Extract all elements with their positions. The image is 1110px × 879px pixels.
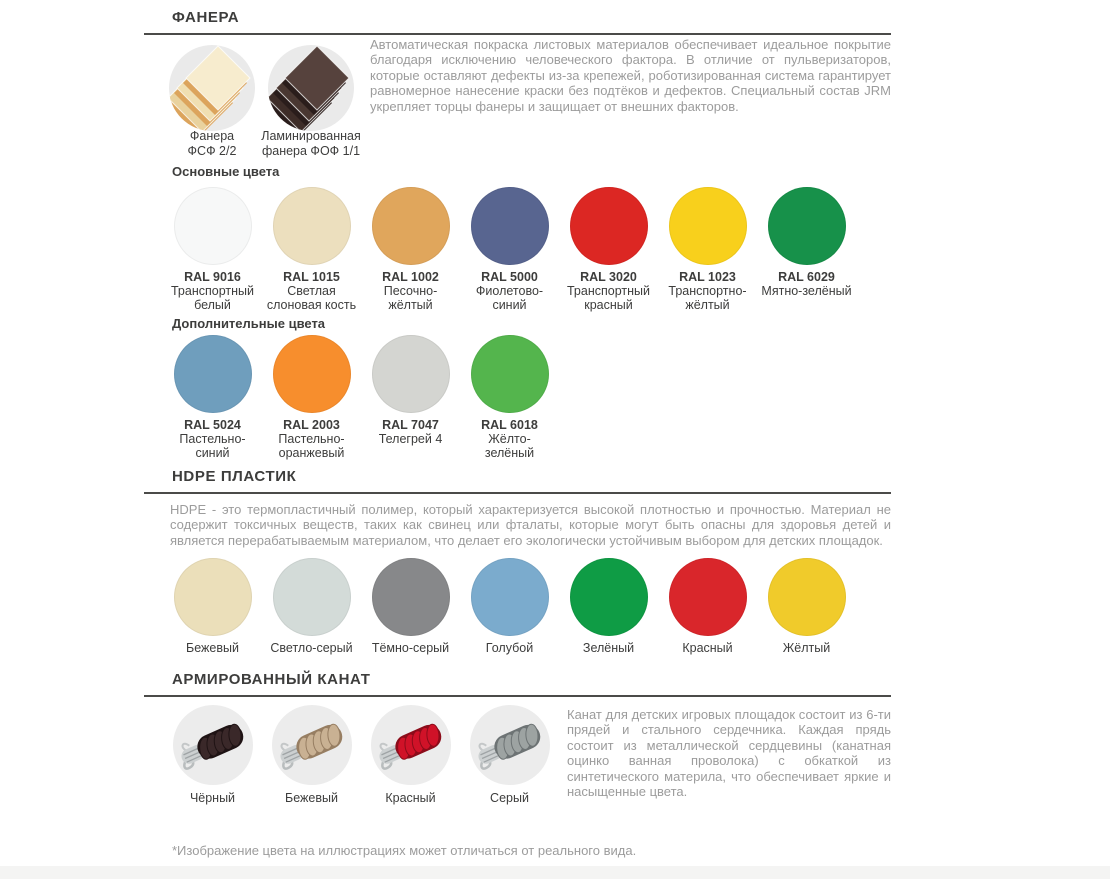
color-name: Фиолетово- синий (475, 284, 544, 312)
color-item (658, 558, 757, 655)
rope-color-name: Бежевый (285, 791, 338, 805)
color-item (361, 558, 460, 655)
main-colors-row (163, 187, 856, 312)
rope-item (163, 705, 262, 805)
plywood-fof-image (268, 45, 354, 131)
color-name: Голубой (485, 641, 534, 655)
color-name: Жёлто- зелёный (484, 432, 535, 460)
ral-code: RAL 3020 (580, 270, 637, 284)
color-item (163, 558, 262, 655)
plywood-fof-label: Ламинированная фанера ФОФ 1/1 (261, 129, 361, 158)
color-item (658, 187, 757, 312)
ral-code: RAL 1002 (382, 270, 439, 284)
rope-image (470, 705, 550, 785)
color-item (559, 187, 658, 312)
rope-item (460, 705, 559, 805)
color-name: Транспортно- жёлтый (668, 284, 747, 312)
plywood-fsf-label: Фанера ФСФ 2/2 (187, 129, 237, 158)
rope-paragraph: Канат для детских игровых площадок состоит из 6-ти прядей и стального сердечника. Каждая прядь состоит из металлической сердцевины (канатная оцинко ванная проволока) с обкаткой из синтетического материла, что обеспечивает яркие и насыщенные цвета. (567, 707, 891, 800)
rope-colors-row (163, 705, 559, 805)
color-swatch (570, 187, 648, 265)
color-name: Светлая слоновая кость (266, 284, 357, 312)
color-swatch (471, 558, 549, 636)
rope-item (262, 705, 361, 805)
color-name: Мятно-зелёный (761, 284, 852, 298)
rope-image (371, 705, 451, 785)
rope-image (272, 705, 352, 785)
ral-code: RAL 2003 (283, 418, 340, 432)
color-name: Светло-серый (270, 641, 353, 655)
color-name: Зелёный (582, 641, 635, 655)
ral-code: RAL 5000 (481, 270, 538, 284)
color-name: Транспортный белый (171, 284, 254, 312)
color-swatch (669, 187, 747, 265)
color-swatch (174, 187, 252, 265)
color-name: Пастельно- синий (179, 432, 246, 460)
color-swatch (471, 335, 549, 413)
color-swatch (471, 187, 549, 265)
color-item (460, 558, 559, 655)
rope-color-name: Красный (385, 791, 436, 805)
hdpe-colors-row (163, 558, 856, 655)
color-swatch (669, 558, 747, 636)
ral-code: RAL 7047 (382, 418, 439, 432)
color-item (262, 335, 361, 460)
color-item (262, 187, 361, 312)
color-swatch (372, 187, 450, 265)
ral-code: RAL 6018 (481, 418, 538, 432)
color-item (163, 187, 262, 312)
rope-item (361, 705, 460, 805)
extra-colors-label: Дополнительные цвета (172, 316, 326, 331)
page-bottom-strip (0, 866, 1110, 879)
rope-image (173, 705, 253, 785)
section-title-hdpe: HDPE ПЛАСТИК (144, 468, 891, 494)
color-item (361, 187, 460, 312)
color-name: Красный (682, 641, 733, 655)
extra-colors-row (163, 335, 559, 460)
color-swatch (570, 558, 648, 636)
color-swatch (273, 187, 351, 265)
color-item (460, 187, 559, 312)
color-name: Пастельно- оранжевый (278, 432, 345, 460)
section-title-plywood: ФАНЕРА (144, 9, 891, 35)
color-swatch (174, 558, 252, 636)
color-item (262, 558, 361, 655)
color-name: Бежевый (186, 641, 239, 655)
color-swatch (768, 558, 846, 636)
color-name: Песочно- жёлтый (383, 284, 438, 312)
color-name: Тёмно-серый (371, 641, 450, 655)
ral-code: RAL 9016 (184, 270, 241, 284)
color-item (757, 558, 856, 655)
color-name: Транспортный красный (567, 284, 650, 312)
color-swatch (768, 187, 846, 265)
color-item (163, 335, 262, 460)
ral-code: RAL 1023 (679, 270, 736, 284)
hdpe-paragraph: HDPE - это термопластичный полимер, который характеризуется высокой плотностью и прочностью. Материал не содержит токсичных веществ, таких как свинец или фталаты, которые могут быть опасны для здоровья детей и является перерабатываемым материалом, что делает его экологически устойчивым выбором для детских площадок. (170, 502, 891, 548)
color-item (757, 187, 856, 312)
rope-color-name: Серый (490, 791, 529, 805)
color-item (460, 335, 559, 460)
color-swatch (372, 558, 450, 636)
ral-code: RAL 6029 (778, 270, 835, 284)
color-swatch (273, 335, 351, 413)
ral-code: RAL 1015 (283, 270, 340, 284)
color-item (559, 558, 658, 655)
rope-color-name: Чёрный (189, 791, 236, 805)
color-swatch (273, 558, 351, 636)
main-colors-label: Основные цвета (172, 164, 280, 179)
plywood-paragraph: Автоматическая покраска листовых материалов обеспечивает идеальное покрытие благодаря исключению человеческого фактора. В отличие от пульверизаторов, которые оставляют дефекты из-за крепежей, роботизированная система гарантирует равномерное нанесение краски без подтёков и дефектов. Специальный состав JRM укрепляет торцы фанеры и защищает от внешних факторов. (370, 37, 891, 114)
section-title-rope: АРМИРОВАННЫЙ КАНАТ (144, 671, 891, 697)
color-name: Жёлтый (782, 641, 831, 655)
color-item (361, 335, 460, 460)
color-name: Телегрей 4 (378, 432, 443, 446)
ral-code: RAL 5024 (184, 418, 241, 432)
color-disclaimer-note: *Изображение цвета на иллюстрациях может отличаться от реального вида. (172, 843, 637, 858)
plywood-fsf-image (169, 45, 255, 131)
color-swatch (174, 335, 252, 413)
color-swatch (372, 335, 450, 413)
